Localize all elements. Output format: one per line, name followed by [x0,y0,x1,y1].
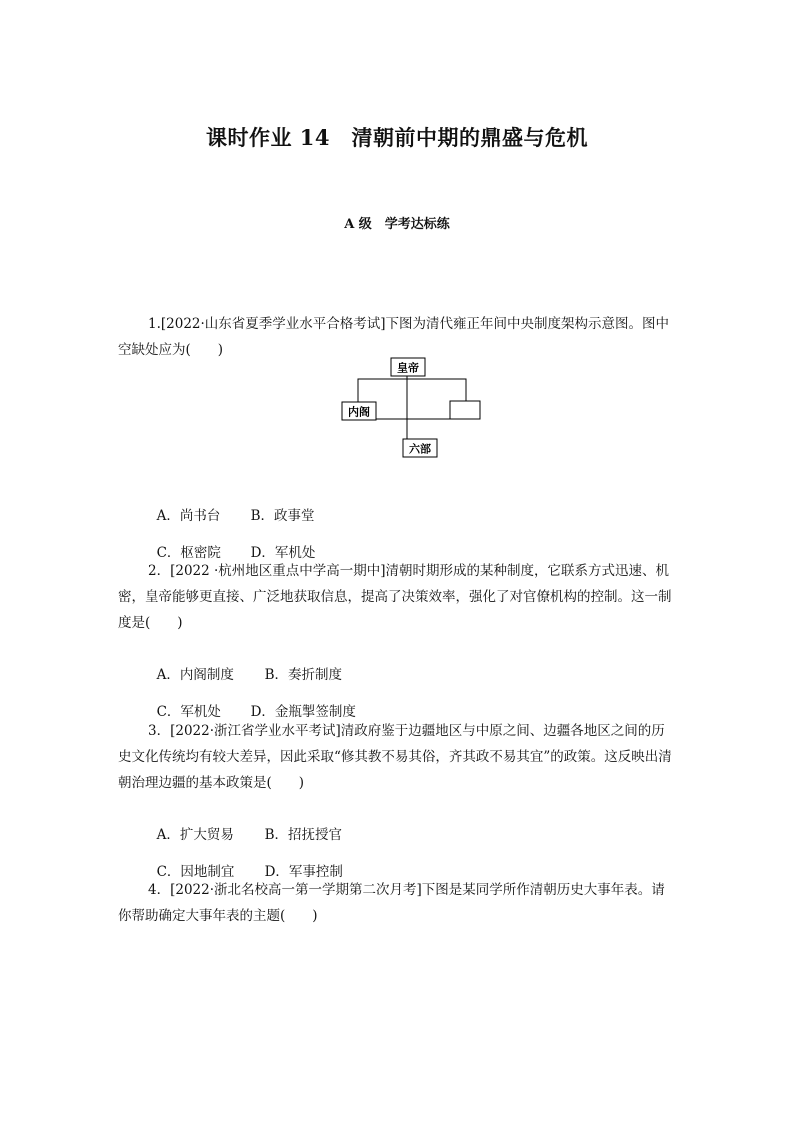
question-1-option-c[interactable]: C．枢密院 [156,545,221,561]
question-1-options-row-2 [148,523,315,563]
question-1-option-d[interactable]: D．军机处 [250,545,316,561]
question-2-option-a[interactable]: A．内阁制度 [156,667,234,683]
central-system-diagram [340,356,484,460]
question-3-stem: 3．[2022·浙江省学业水平考试]清政府鉴于边疆地区与中原之间、边疆各地区之间的历史文化传统均有较大差异，因此采取“修其教不易其俗，齐其政不易其宜”的政策。这反映出清朝治理边疆的基本政策是( ) [118,723,672,791]
page-title: 课时作业 14 清朝前中期的鼎盛与危机 [205,125,589,150]
question-2-option-c[interactable]: C．军机处 [156,704,221,720]
question-3-options-row-2 [148,842,343,882]
diagram-label-emperor: 皇帝 [397,361,419,375]
question-1-stem: 1.[2022·山东省夏季学业水平合格考试]下图为清代雍正年间中央制度架构示意图。图中空缺处应为( ) [118,316,670,358]
question-2-stem: 2．[2022 ·杭州地区重点中学高一期中]清朝时期形成的某种制度，它联系方式迅速、机密，皇帝能够更直接、广泛地获取信息，提高了决策效率，强化了对官僚机构的控制。这一制度是( ) [118,563,672,631]
question-2-option-b[interactable]: B．奏折制度 [264,667,343,683]
question-3-option-c[interactable]: C．因地制宜 [156,864,235,880]
question-3-option-d[interactable]: D．军事控制 [264,864,343,880]
question-1-options-row-1 [148,486,315,526]
diagram-box-blank [450,401,480,419]
question-1-option-a[interactable]: A．尚书台 [156,508,221,524]
question-2-options-row-2 [148,682,356,722]
question-4 [118,877,678,929]
question-3-options-row-1 [148,805,342,845]
question-3 [118,718,678,796]
diagram-label-six-ministries: 六部 [409,442,431,456]
question-3-option-a[interactable]: A．扩大贸易 [156,827,234,843]
question-4-stem: 4．[2022·浙北名校高一第一学期第二次月考]下图是某同学所作清朝历史大事年表。请你帮助确定大事年表的主题( ) [118,882,665,924]
question-2 [118,558,678,636]
question-2-option-d[interactable]: D．金瓶掣签制度 [250,704,356,720]
question-2-options-row-1 [148,645,342,685]
diagram-label-cabinet: 内阁 [348,405,370,419]
question-1-option-b[interactable]: B．政事堂 [250,508,315,524]
section-title: A 级 学考达标练 [344,217,450,232]
question-3-option-b[interactable]: B．招抚授官 [264,827,343,843]
